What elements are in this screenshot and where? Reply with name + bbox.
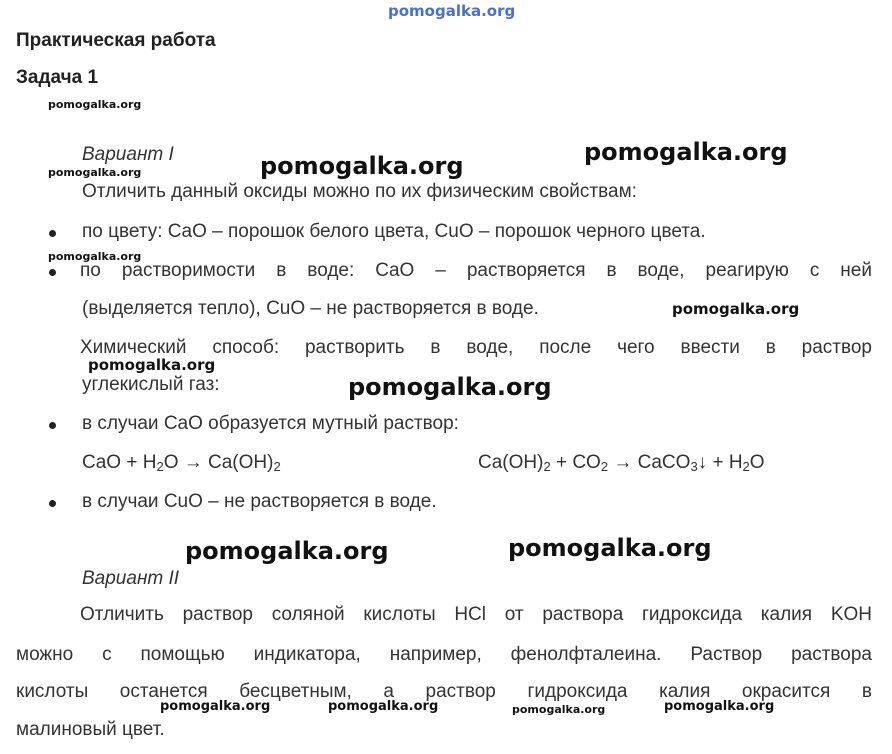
bullet-dot	[49, 422, 56, 429]
watermark-medium: pomogalka.org	[672, 300, 800, 318]
watermark-large: pomogalka.org	[185, 537, 389, 565]
equation-1: CaO + $H_2O \to Ca(OH)_2$	[82, 452, 281, 474]
variant2-line2: можно с помощью индикатора, например, фенолфталеина. Раствор раствора	[16, 644, 872, 665]
equation-2: $Ca(OH)_2 + CO_2$ → CaCO$_3$↓ + $H_2O$	[478, 452, 765, 474]
variant1-intro: Отличить данный оксиды можно по их физическим свойствам:	[82, 181, 637, 202]
watermark-large: pomogalka.org	[348, 373, 552, 401]
bullet-solubility-line1: по растворимости в воде: CaO – растворяется в воде, реагирую с ней	[80, 260, 872, 281]
chem-method-line1: Химический способ: растворить в воде, после чего ввести в раствор	[80, 337, 872, 358]
watermark-small: pomogalka.org	[160, 699, 271, 714]
variant2-heading: Вариант II	[82, 568, 180, 589]
bullet-color: по цвету: CaO – порошок белого цвета, CuO – порошок черного цвета.	[82, 221, 706, 242]
bullet-solubility-line2: (выделяется тепло), CuO – не растворяется в воде.	[82, 298, 539, 319]
watermark-top: pomogalka.org	[388, 2, 516, 20]
watermark-large: pomogalka.org	[584, 138, 788, 166]
watermark-small: pomogalka.org	[328, 699, 439, 714]
bullet-dot	[49, 230, 56, 237]
watermark-medium: pomogalka.org	[88, 356, 216, 374]
watermark-large: pomogalka.org	[260, 152, 464, 180]
variant2-line3: кислоты останется бесцветным, а раствор гидроксида калия окрасится в	[16, 681, 872, 702]
watermark-large: pomogalka.org	[508, 534, 712, 562]
watermark-small: pomogalka.org	[48, 166, 142, 179]
bullet-dot	[49, 269, 56, 276]
bullet-cao: в случаи CaO образуется мутный раствор:	[82, 413, 459, 434]
page-title: Практическая работа	[16, 30, 216, 51]
chem-method-line2: углекислый газ:	[82, 374, 220, 395]
bullet-cuo: в случаи CuO – не растворяется в воде.	[82, 491, 437, 512]
task-heading: Задача 1	[16, 67, 99, 88]
bullet-dot	[49, 500, 56, 507]
variant2-line1: Отличить раствор соляной кислоты HCl от раствора гидроксида калия KOH	[80, 604, 872, 625]
watermark-small: pomogalka.org	[512, 703, 606, 716]
watermark-small: pomogalka.org	[48, 98, 142, 111]
variant1-heading: Вариант I	[82, 144, 174, 165]
watermark-small: pomogalka.org	[48, 250, 142, 263]
watermark-small: pomogalka.org	[664, 699, 775, 714]
variant2-line4: малиновый цвет.	[16, 719, 165, 740]
